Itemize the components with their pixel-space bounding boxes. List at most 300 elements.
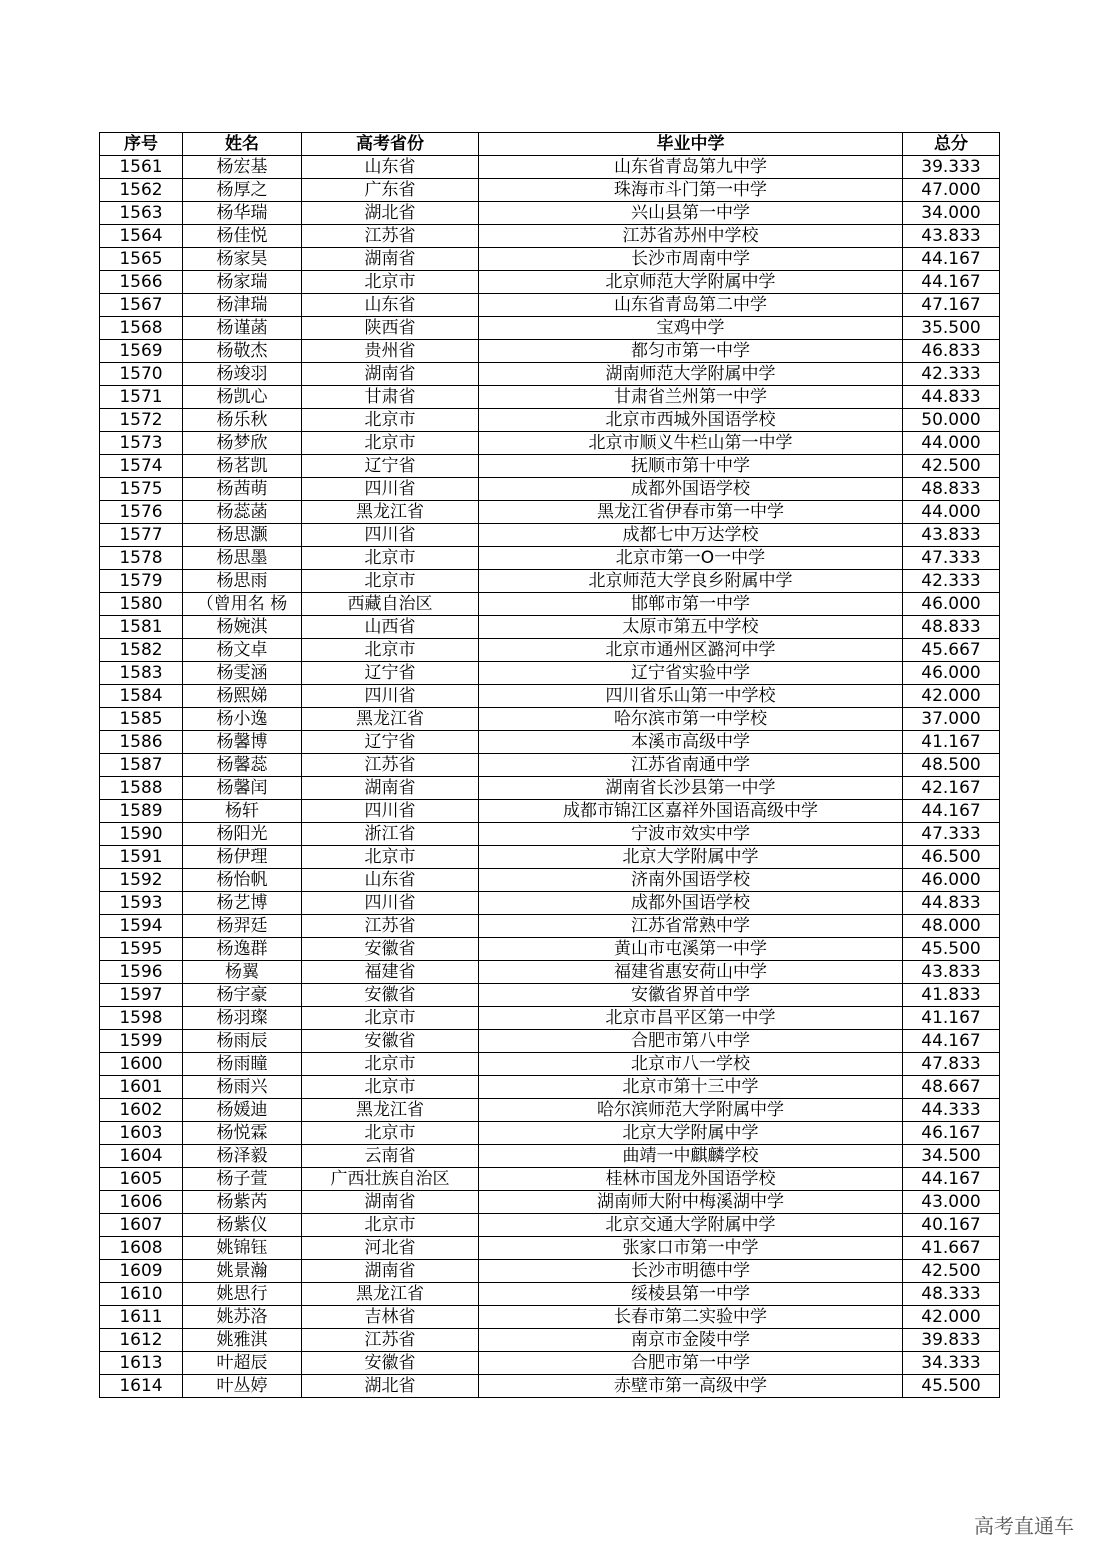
cell-score: 45.667 (903, 639, 1000, 662)
cell-score: 47.333 (903, 547, 1000, 570)
cell-index: 1575 (100, 478, 183, 501)
cell-name: 杨雯涵 (183, 662, 302, 685)
cell-index: 1570 (100, 363, 183, 386)
cell-name: （曾用名 杨 (183, 593, 302, 616)
cell-name: 杨凯心 (183, 386, 302, 409)
cell-province: 江苏省 (302, 915, 479, 938)
cell-score: 46.000 (903, 662, 1000, 685)
cell-index: 1566 (100, 271, 183, 294)
cell-school: 长沙市周南中学 (479, 248, 903, 271)
cell-index: 1608 (100, 1237, 183, 1260)
cell-school: 福建省惠安荷山中学 (479, 961, 903, 984)
cell-school: 北京师范大学附属中学 (479, 271, 903, 294)
table-row (100, 1122, 1000, 1145)
cell-province: 北京市 (302, 639, 479, 662)
table-row (100, 1191, 1000, 1214)
watermark: 高考直通车 (974, 1514, 1074, 1538)
table-row (100, 1260, 1000, 1283)
cell-index: 1583 (100, 662, 183, 685)
cell-province: 北京市 (302, 570, 479, 593)
cell-province: 云南省 (302, 1145, 479, 1168)
table-row (100, 662, 1000, 685)
cell-province: 北京市 (302, 409, 479, 432)
table-row (100, 1030, 1000, 1053)
table-row (100, 455, 1000, 478)
cell-index: 1594 (100, 915, 183, 938)
cell-index: 1605 (100, 1168, 183, 1191)
cell-score: 39.333 (903, 156, 1000, 179)
cell-name: 杨乐秋 (183, 409, 302, 432)
cell-school: 四川省乐山第一中学校 (479, 685, 903, 708)
cell-score: 34.000 (903, 202, 1000, 225)
cell-school: 北京市第一O一中学 (479, 547, 903, 570)
cell-province: 安徽省 (302, 1030, 479, 1053)
cell-province: 江苏省 (302, 1329, 479, 1352)
cell-province: 北京市 (302, 1053, 479, 1076)
cell-index: 1588 (100, 777, 183, 800)
table-row (100, 800, 1000, 823)
cell-province: 福建省 (302, 961, 479, 984)
table-row (100, 248, 1000, 271)
table-row (100, 179, 1000, 202)
cell-name: 杨谨菡 (183, 317, 302, 340)
score-table (99, 132, 1000, 1398)
cell-province: 北京市 (302, 547, 479, 570)
cell-school: 北京大学附属中学 (479, 1122, 903, 1145)
cell-province: 湖北省 (302, 1375, 479, 1398)
cell-index: 1573 (100, 432, 183, 455)
cell-index: 1585 (100, 708, 183, 731)
cell-name: 杨文卓 (183, 639, 302, 662)
cell-name: 杨轩 (183, 800, 302, 823)
cell-score: 41.167 (903, 1007, 1000, 1030)
cell-score: 44.833 (903, 386, 1000, 409)
cell-index: 1598 (100, 1007, 183, 1030)
cell-school: 宝鸡中学 (479, 317, 903, 340)
cell-score: 39.833 (903, 1329, 1000, 1352)
table-row (100, 1237, 1000, 1260)
cell-name: 杨怡帆 (183, 869, 302, 892)
cell-school: 黑龙江省伊春市第一中学 (479, 501, 903, 524)
cell-score: 47.167 (903, 294, 1000, 317)
cell-school: 北京市八一学校 (479, 1053, 903, 1076)
table-row (100, 1352, 1000, 1375)
table-row (100, 1283, 1000, 1306)
table-row (100, 731, 1000, 754)
cell-name: 杨紫仪 (183, 1214, 302, 1237)
cell-province: 广西壮族自治区 (302, 1168, 479, 1191)
cell-school: 长春市第二实验中学 (479, 1306, 903, 1329)
table-row (100, 961, 1000, 984)
cell-school: 南京市金陵中学 (479, 1329, 903, 1352)
cell-school: 长沙市明德中学 (479, 1260, 903, 1283)
cell-school: 黄山市屯溪第一中学 (479, 938, 903, 961)
cell-index: 1571 (100, 386, 183, 409)
cell-index: 1611 (100, 1306, 183, 1329)
cell-school: 太原市第五中学校 (479, 616, 903, 639)
cell-province: 黑龙江省 (302, 501, 479, 524)
cell-score: 50.000 (903, 409, 1000, 432)
cell-school: 兴山县第一中学 (479, 202, 903, 225)
cell-province: 安徽省 (302, 984, 479, 1007)
cell-province: 吉林省 (302, 1306, 479, 1329)
cell-index: 1613 (100, 1352, 183, 1375)
table-row (100, 524, 1000, 547)
cell-province: 江苏省 (302, 225, 479, 248)
cell-score: 44.167 (903, 1168, 1000, 1191)
cell-score: 35.500 (903, 317, 1000, 340)
cell-school: 山东省青岛第九中学 (479, 156, 903, 179)
cell-province: 四川省 (302, 524, 479, 547)
cell-name: 杨佳悦 (183, 225, 302, 248)
cell-score: 42.333 (903, 363, 1000, 386)
cell-school: 邯郸市第一中学 (479, 593, 903, 616)
header-row (100, 133, 1000, 156)
cell-province: 陕西省 (302, 317, 479, 340)
cell-index: 1590 (100, 823, 183, 846)
table-row (100, 547, 1000, 570)
cell-province: 北京市 (302, 1214, 479, 1237)
cell-name: 杨馨闰 (183, 777, 302, 800)
cell-province: 四川省 (302, 685, 479, 708)
cell-name: 杨茗凯 (183, 455, 302, 478)
cell-school: 江苏省南通中学 (479, 754, 903, 777)
cell-name: 杨茜萌 (183, 478, 302, 501)
cell-school: 绥棱县第一中学 (479, 1283, 903, 1306)
cell-province: 北京市 (302, 1122, 479, 1145)
cell-province: 贵州省 (302, 340, 479, 363)
cell-school: 曲靖一中麒麟学校 (479, 1145, 903, 1168)
header-name: 姓名 (183, 133, 302, 156)
cell-score: 48.667 (903, 1076, 1000, 1099)
cell-name: 杨馨蕊 (183, 754, 302, 777)
cell-province: 山东省 (302, 156, 479, 179)
cell-index: 1564 (100, 225, 183, 248)
cell-province: 广东省 (302, 179, 479, 202)
cell-score: 43.833 (903, 961, 1000, 984)
cell-score: 44.000 (903, 432, 1000, 455)
table-row (100, 708, 1000, 731)
cell-name: 杨家瑞 (183, 271, 302, 294)
cell-name: 叶丛婷 (183, 1375, 302, 1398)
table-row (100, 1145, 1000, 1168)
cell-province: 湖南省 (302, 1260, 479, 1283)
cell-school: 都匀市第一中学 (479, 340, 903, 363)
cell-province: 湖南省 (302, 248, 479, 271)
cell-score: 42.000 (903, 685, 1000, 708)
cell-name: 姚苏洛 (183, 1306, 302, 1329)
cell-province: 安徽省 (302, 938, 479, 961)
cell-province: 湖北省 (302, 202, 479, 225)
table-row (100, 892, 1000, 915)
cell-school: 珠海市斗门第一中学 (479, 179, 903, 202)
cell-score: 48.500 (903, 754, 1000, 777)
cell-index: 1582 (100, 639, 183, 662)
table-row (100, 409, 1000, 432)
cell-index: 1614 (100, 1375, 183, 1398)
table-row (100, 984, 1000, 1007)
cell-score: 41.667 (903, 1237, 1000, 1260)
cell-name: 杨思墨 (183, 547, 302, 570)
cell-school: 北京市昌平区第一中学 (479, 1007, 903, 1030)
cell-province: 浙江省 (302, 823, 479, 846)
table-row (100, 501, 1000, 524)
cell-name: 姚思行 (183, 1283, 302, 1306)
cell-index: 1578 (100, 547, 183, 570)
table-row (100, 340, 1000, 363)
table-row (100, 1168, 1000, 1191)
cell-score: 42.500 (903, 1260, 1000, 1283)
cell-province: 甘肃省 (302, 386, 479, 409)
header-index: 序号 (100, 133, 183, 156)
cell-school: 江苏省常熟中学 (479, 915, 903, 938)
cell-name: 杨厚之 (183, 179, 302, 202)
cell-province: 北京市 (302, 1076, 479, 1099)
cell-name: 杨翼 (183, 961, 302, 984)
cell-school: 北京市第十三中学 (479, 1076, 903, 1099)
cell-score: 43.833 (903, 225, 1000, 248)
cell-index: 1584 (100, 685, 183, 708)
cell-index: 1612 (100, 1329, 183, 1352)
cell-index: 1602 (100, 1099, 183, 1122)
cell-index: 1567 (100, 294, 183, 317)
table-row (100, 1214, 1000, 1237)
cell-index: 1574 (100, 455, 183, 478)
cell-name: 杨羽璨 (183, 1007, 302, 1030)
cell-index: 1586 (100, 731, 183, 754)
table-row (100, 1099, 1000, 1122)
table-row (100, 294, 1000, 317)
cell-name: 杨蕊菡 (183, 501, 302, 524)
cell-province: 四川省 (302, 892, 479, 915)
cell-province: 山东省 (302, 869, 479, 892)
cell-school: 合肥市第八中学 (479, 1030, 903, 1053)
cell-score: 46.833 (903, 340, 1000, 363)
cell-province: 北京市 (302, 271, 479, 294)
table-row (100, 1007, 1000, 1030)
table-row (100, 570, 1000, 593)
cell-score: 42.333 (903, 570, 1000, 593)
cell-score: 34.333 (903, 1352, 1000, 1375)
cell-score: 47.000 (903, 179, 1000, 202)
header-school: 毕业中学 (479, 133, 903, 156)
table-row (100, 363, 1000, 386)
cell-name: 杨婉淇 (183, 616, 302, 639)
cell-score: 44.333 (903, 1099, 1000, 1122)
cell-name: 杨艺博 (183, 892, 302, 915)
cell-school: 北京大学附属中学 (479, 846, 903, 869)
cell-school: 成都外国语学校 (479, 892, 903, 915)
cell-school: 抚顺市第十中学 (479, 455, 903, 478)
cell-name: 杨阳光 (183, 823, 302, 846)
cell-index: 1561 (100, 156, 183, 179)
cell-index: 1597 (100, 984, 183, 1007)
cell-score: 42.167 (903, 777, 1000, 800)
cell-province: 四川省 (302, 800, 479, 823)
cell-score: 41.833 (903, 984, 1000, 1007)
cell-index: 1596 (100, 961, 183, 984)
cell-school: 本溪市高级中学 (479, 731, 903, 754)
table-row (100, 938, 1000, 961)
cell-name: 杨子萱 (183, 1168, 302, 1191)
cell-index: 1579 (100, 570, 183, 593)
table-row (100, 1375, 1000, 1398)
cell-school: 辽宁省实验中学 (479, 662, 903, 685)
cell-index: 1569 (100, 340, 183, 363)
cell-index: 1604 (100, 1145, 183, 1168)
cell-school: 济南外国语学校 (479, 869, 903, 892)
cell-school: 合肥市第一中学 (479, 1352, 903, 1375)
cell-score: 44.167 (903, 248, 1000, 271)
cell-name: 杨雨瞳 (183, 1053, 302, 1076)
table-row (100, 846, 1000, 869)
cell-name: 杨宇豪 (183, 984, 302, 1007)
table-row (100, 225, 1000, 248)
cell-school: 成都七中万达学校 (479, 524, 903, 547)
cell-score: 44.167 (903, 1030, 1000, 1053)
cell-index: 1592 (100, 869, 183, 892)
cell-school: 北京市西城外国语学校 (479, 409, 903, 432)
cell-score: 44.167 (903, 271, 1000, 294)
table-row (100, 432, 1000, 455)
table-row (100, 1329, 1000, 1352)
cell-index: 1572 (100, 409, 183, 432)
cell-score: 41.167 (903, 731, 1000, 754)
table-row (100, 156, 1000, 179)
cell-score: 43.833 (903, 524, 1000, 547)
cell-name: 姚锦钰 (183, 1237, 302, 1260)
cell-name: 杨泽毅 (183, 1145, 302, 1168)
cell-name: 姚景瀚 (183, 1260, 302, 1283)
cell-province: 黑龙江省 (302, 1283, 479, 1306)
table-row (100, 777, 1000, 800)
cell-school: 北京市通州区潞河中学 (479, 639, 903, 662)
cell-score: 48.000 (903, 915, 1000, 938)
cell-province: 湖南省 (302, 777, 479, 800)
cell-index: 1589 (100, 800, 183, 823)
cell-score: 42.000 (903, 1306, 1000, 1329)
cell-score: 40.167 (903, 1214, 1000, 1237)
cell-province: 江苏省 (302, 754, 479, 777)
header-score: 总分 (903, 133, 1000, 156)
cell-school: 成都外国语学校 (479, 478, 903, 501)
cell-name: 杨小逸 (183, 708, 302, 731)
cell-name: 杨雨兴 (183, 1076, 302, 1099)
cell-province: 黑龙江省 (302, 1099, 479, 1122)
cell-school: 山东省青岛第二中学 (479, 294, 903, 317)
table-row (100, 593, 1000, 616)
table-row (100, 616, 1000, 639)
cell-index: 1562 (100, 179, 183, 202)
cell-school: 江苏省苏州中学校 (479, 225, 903, 248)
cell-name: 杨馨博 (183, 731, 302, 754)
cell-score: 46.000 (903, 593, 1000, 616)
cell-name: 杨紫芮 (183, 1191, 302, 1214)
cell-name: 杨思雨 (183, 570, 302, 593)
cell-name: 杨羿廷 (183, 915, 302, 938)
cell-index: 1581 (100, 616, 183, 639)
cell-school: 北京师范大学良乡附属中学 (479, 570, 903, 593)
table-row (100, 1053, 1000, 1076)
cell-name: 杨竣羽 (183, 363, 302, 386)
cell-province: 湖南省 (302, 363, 479, 386)
table-row (100, 271, 1000, 294)
cell-name: 杨媛迪 (183, 1099, 302, 1122)
cell-name: 姚雅淇 (183, 1329, 302, 1352)
cell-school: 北京交通大学附属中学 (479, 1214, 903, 1237)
cell-province: 湖南省 (302, 1191, 479, 1214)
cell-name: 杨悦霖 (183, 1122, 302, 1145)
cell-province: 四川省 (302, 478, 479, 501)
cell-score: 46.000 (903, 869, 1000, 892)
cell-school: 哈尔滨师范大学附属中学 (479, 1099, 903, 1122)
cell-province: 河北省 (302, 1237, 479, 1260)
cell-index: 1603 (100, 1122, 183, 1145)
cell-score: 47.833 (903, 1053, 1000, 1076)
cell-name: 叶超辰 (183, 1352, 302, 1375)
cell-province: 西藏自治区 (302, 593, 479, 616)
cell-school: 北京市顺义牛栏山第一中学 (479, 432, 903, 455)
cell-score: 45.500 (903, 938, 1000, 961)
cell-province: 辽宁省 (302, 731, 479, 754)
cell-province: 山西省 (302, 616, 479, 639)
cell-school: 桂林市国龙外国语学校 (479, 1168, 903, 1191)
cell-index: 1587 (100, 754, 183, 777)
cell-school: 宁波市效实中学 (479, 823, 903, 846)
cell-name: 杨逸群 (183, 938, 302, 961)
cell-province: 北京市 (302, 432, 479, 455)
cell-province: 辽宁省 (302, 455, 479, 478)
cell-province: 北京市 (302, 1007, 479, 1030)
cell-score: 44.833 (903, 892, 1000, 915)
table-row (100, 915, 1000, 938)
cell-index: 1601 (100, 1076, 183, 1099)
table-row (100, 1076, 1000, 1099)
cell-index: 1576 (100, 501, 183, 524)
cell-score: 34.500 (903, 1145, 1000, 1168)
cell-score: 48.833 (903, 478, 1000, 501)
cell-index: 1591 (100, 846, 183, 869)
cell-score: 48.833 (903, 616, 1000, 639)
table-row (100, 202, 1000, 225)
table-row (100, 754, 1000, 777)
cell-school: 湖南省长沙县第一中学 (479, 777, 903, 800)
cell-score: 37.000 (903, 708, 1000, 731)
cell-school: 成都市锦江区嘉祥外国语高级中学 (479, 800, 903, 823)
cell-index: 1568 (100, 317, 183, 340)
cell-school: 甘肃省兰州第一中学 (479, 386, 903, 409)
cell-index: 1593 (100, 892, 183, 915)
header-province: 高考省份 (302, 133, 479, 156)
cell-school: 哈尔滨市第一中学校 (479, 708, 903, 731)
cell-score: 45.500 (903, 1375, 1000, 1398)
cell-index: 1607 (100, 1214, 183, 1237)
cell-school: 赤壁市第一高级中学 (479, 1375, 903, 1398)
cell-name: 杨雨辰 (183, 1030, 302, 1053)
cell-score: 47.333 (903, 823, 1000, 846)
table-row (100, 685, 1000, 708)
cell-index: 1577 (100, 524, 183, 547)
cell-school: 张家口市第一中学 (479, 1237, 903, 1260)
cell-province: 北京市 (302, 846, 479, 869)
cell-score: 46.167 (903, 1122, 1000, 1145)
cell-province: 辽宁省 (302, 662, 479, 685)
table-row (100, 386, 1000, 409)
cell-school: 湖南师大附中梅溪湖中学 (479, 1191, 903, 1214)
cell-index: 1580 (100, 593, 183, 616)
cell-school: 安徽省界首中学 (479, 984, 903, 1007)
cell-index: 1610 (100, 1283, 183, 1306)
